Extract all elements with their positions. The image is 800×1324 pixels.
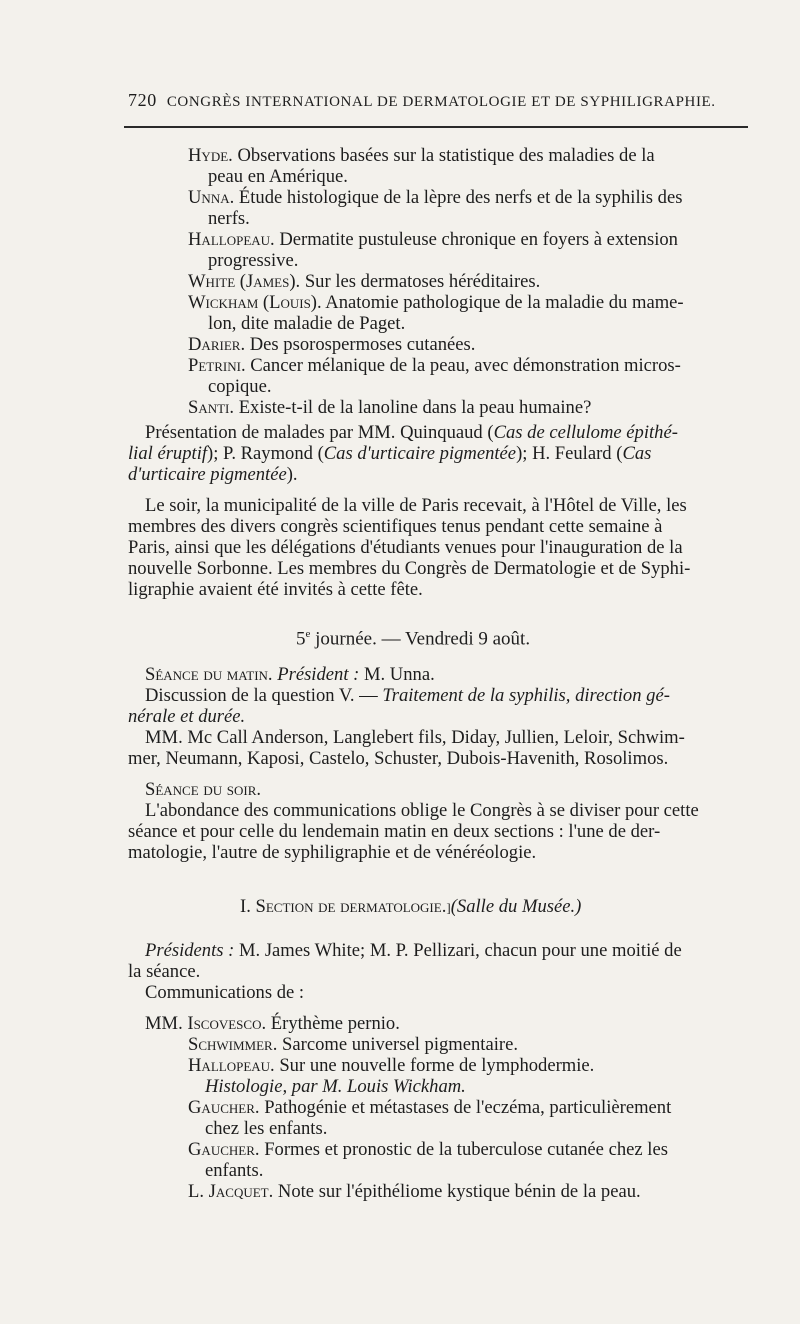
running-header — [128, 90, 748, 111]
comm-petrini-cont: copique. — [208, 376, 272, 397]
comm-gaucher-1-cont: chez les enfants. — [205, 1118, 328, 1139]
comm-wickham-cont: lon, dite maladie de Paget. — [208, 313, 406, 334]
comm-gaucher-1: Gaucher. Pathogénie et métastases de l'eczéma, particulièrement — [188, 1097, 672, 1118]
evening-line-3: matologie, l'autre de syphiligraphie et de vénéréologie. — [128, 842, 537, 863]
comm-schwimmer: Schwimmer. Sarcome universel pigmentaire. — [188, 1034, 518, 1055]
speakers-line-1: MM. Mc Call Anderson, Langlebert fils, Diday, Jullien, Leloir, Schwim- — [145, 727, 685, 748]
comm-gaucher-2-cont: enfants. — [205, 1160, 264, 1181]
presentation-line-3: d'urticaire pigmentée). — [128, 464, 298, 485]
communications-label: Communications de : — [145, 982, 305, 1003]
day-heading: 5e journée. — Vendredi 9 août. — [296, 628, 531, 650]
speakers-line-2: mer, Neumann, Kaposi, Castelo, Schuster, Dubois-Havenith, Rosolimos. — [128, 748, 669, 769]
paragraph-line: Le soir, la municipalité de la ville de Paris recevait, à l'Hôtel de Ville, les — [145, 495, 687, 516]
section-heading: I. Section de dermatologie.](Salle du Musée.) — [240, 896, 582, 917]
comm-hyde: Hyde. Observations basées sur la statistique des maladies de la — [188, 145, 655, 166]
presentation-line-2: lial éruptif); P. Raymond (Cas d'urticaire pigmentée); H. Feulard (Cas — [128, 443, 652, 464]
discussion-line-2: nérale et durée. — [128, 706, 246, 727]
comm-iscovesco: MM. Iscovesco. Érythème pernio. — [145, 1013, 400, 1034]
comm-white: White (James). Sur les dermatoses héréditaires. — [188, 271, 541, 292]
evening-line-2: séance et pour celle du lendemain matin en deux sections : l'une de der- — [128, 821, 661, 842]
comm-hyde-cont: peau en Amérique. — [208, 166, 348, 187]
comm-wickham: Wickham (Louis). Anatomie pathologique de la maladie du mame- — [188, 292, 684, 313]
stray-mark: ] — [446, 900, 451, 915]
presidents-line-1: Présidents : M. James White; M. P. Pellizari, chacun pour une moitié de — [145, 940, 682, 961]
evening-session-label: Séance du soir. — [145, 779, 262, 800]
paragraph-line: nouvelle Sorbonne. Les membres du Congrès de Dermatologie et de Syphi- — [128, 558, 691, 579]
comm-santi: Santi. Existe-t-il de la lanoline dans la peau humaine? — [188, 397, 592, 418]
header-rule — [124, 126, 748, 128]
comm-hallopeau-cont: progressive. — [208, 250, 299, 271]
comm-gaucher-2: Gaucher. Formes et pronostic de la tuberculose cutanée chez les — [188, 1139, 668, 1160]
comm-hallopeau: Hallopeau. Dermatite pustuleuse chronique en foyers à extension — [188, 229, 678, 250]
page-number: 720 — [128, 90, 157, 110]
comm-unna: Unna. Étude histologique de la lèpre des nerfs et de la syphilis des — [188, 187, 683, 208]
comm-histologie: Histologie, par M. Louis Wickham. — [205, 1076, 466, 1097]
paragraph-line: membres des divers congrès scientifiques tenus pendant cette semaine à — [128, 516, 663, 537]
paragraph-line: ligraphie avaient été invités à cette fête. — [128, 579, 423, 600]
running-title: CONGRÈS INTERNATIONAL DE DERMATOLOGIE ET DE SYPHILIGRAPHIE. — [166, 94, 716, 110]
comm-petrini: Petrini. Cancer mélanique de la peau, avec démonstration micros- — [188, 355, 681, 376]
comm-unna-cont: nerfs. — [208, 208, 250, 229]
paragraph-line: Paris, ainsi que les délégations d'étudiants venues pour l'inauguration de la — [128, 537, 683, 558]
presentation-line-1: Présentation de malades par MM. Quinquaud (Cas de cellulome épithé- — [145, 422, 678, 443]
presidents-line-2: la séance. — [128, 961, 201, 982]
morning-session-line: Séance du matin. Président : M. Unna. — [145, 664, 435, 685]
comm-jacquet: L. Jacquet. Note sur l'épithéliome kystique bénin de la peau. — [188, 1181, 641, 1202]
evening-line-1: L'abondance des communications oblige le Congrès à se diviser pour cette — [145, 800, 699, 821]
discussion-line-1: Discussion de la question V. — Traitement de la syphilis, direction gé- — [145, 685, 670, 706]
comm-darier: Darier. Des psorospermoses cutanées. — [188, 334, 476, 355]
comm-hallopeau-2: Hallopeau. Sur une nouvelle forme de lymphodermie. — [188, 1055, 595, 1076]
